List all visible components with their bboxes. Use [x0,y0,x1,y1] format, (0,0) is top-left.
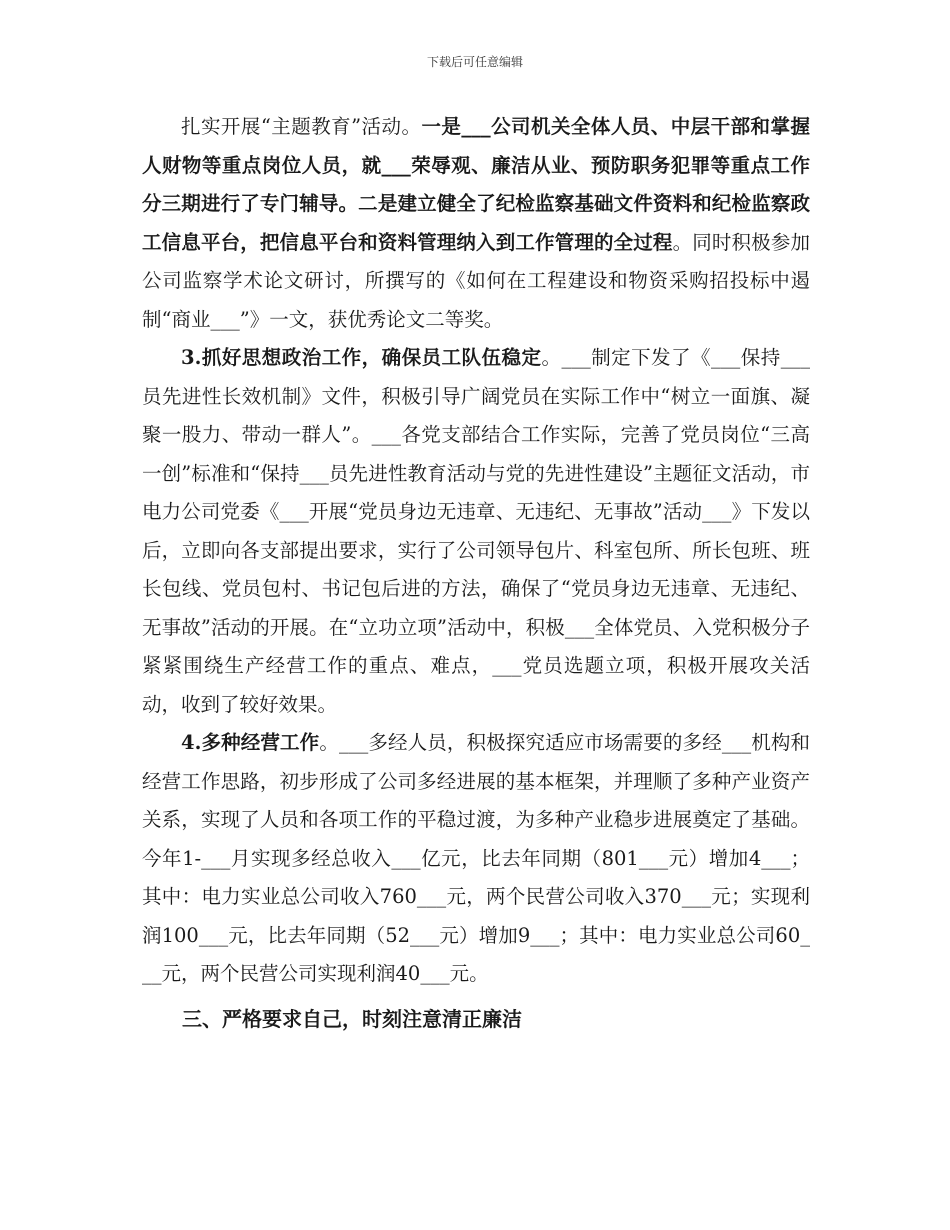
paragraph-text: 。同时积极参加公司监察学术论文研讨，所撰写的《如何在工程建设和物资采购招投标中遏制“商业___”》一文，获优秀论文二等奖。 [142,230,810,331]
paragraph-theme-education [142,108,810,339]
paragraph-text: 。___制定下发了《___保持___员先进性长效机制》文件，积极引导广阔党员在实际工作中“树立一面旗、凝聚一股力、带动一群人”。___各党支部结合工作实际，完善了党员岗位“三高一创”标准和“保持___员先进性教育活动与党的先进性建设”主题征文活动，市电力公司党委《___开展“党员身边无违章、无违纪、无事故”活动___》下发以后，立即向各支部提出要求，实行了公司领导包片、科室包所、所长包班、班长包线、党员包村、书记包后进的方法，确保了“党员身边无违章、无违纪、无事故”活动的开展。在“立功立项”活动中，积极___全体党员、入党积极分子紧紧围绕生产经营工作的重点、难点，___党员选题立项，积极开展攻关活动，收到了较好效果。 [142,346,810,716]
paragraph-text: 。___多经人员，积极探究适应市场需要的多经___机构和经营工作思路，初步形成了公司多经进展的基本框架，并理顺了多种产业资产关系，实现了人员和各项工作的平稳过渡，为多种产业稳步进展奠定了基础。今年1-___月实现多经总收入___亿元，比去年同期（801___元）增加4___；其中：电力实业总公司收入760___元，两个民营公司收入370___元；实现利润100___元，比去年同期（52___元）增加9___；其中：电力实业总公司60___元，两个民营公司实现利润40___元。 [142,731,810,985]
document-body [142,108,810,1038]
paragraph-diversified-operations [142,724,810,994]
page-header-note: 下载后可任意编辑 [426,55,523,69]
paragraph-bold-text: 一是___公司机关全体人员、中层干部和掌握人财物等重点岗位人员，就___荣辱观、廉洁从业、预防职务犯罪等重点工作分三期进行了专门辅导。二是建立健全了纪检监察基础文件资料和纪检监察政工信息平台，把信息平台和资料管理纳入到工作管理的全过程 [142,115,810,254]
paragraph-bold-heading: 4.多种经营工作 [181,731,320,754]
paragraph-bold-heading: 3.抓好思想政治工作，确保员工队伍稳定 [181,346,542,369]
paragraph-political-work [142,339,810,724]
section-heading: 三、严格要求自己，时刻注意清正廉洁 [182,1006,522,1031]
paragraph-text: 扎实开展“主题教育”活动。 [181,115,422,138]
